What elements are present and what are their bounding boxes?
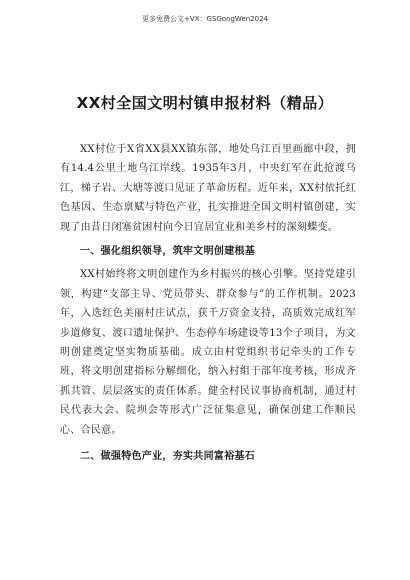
section-1-paragraph: XX村始终将文明创建作为乡村振兴的核心引擎。坚持党建引领，构建“支部主导、党员带头、群众参与”的工作机制。2023年，入选红色美丽村庄试点，获千万资金支持，高质效完成红军步道修复、渡口遗址保护、生态停车场建设等13个子项目，为文明创建奠定坚实物质基础。成立由村党组织书记牵头的工作专班，将文明创建指标分解细化，纳入村组干部年度考核，形成齐抓共管、层层落实的责任体系。健全村民议事协商机制，通过村民代表大会、院坝会等形式广泛征集意见，确保创建工作顺民心、合民意。 bbox=[60, 269, 356, 436]
document-body bbox=[60, 140, 356, 467]
intro-paragraph: XX村位于X省XX县XX镇东部，地处乌江百里画廊中段，拥有14.4公里土地乌江岸线。1935年3月，中央红军在此抢渡乌江，梯子岩、大塘等渡口见证了革命历程。近年来，XX村依托红色基因、生态禀赋与特色产业，扎实推进全国文明村镇创建，实现了由昔日闭塞贫困村向今日宜居宜业和美乡村的深刻蝶变。 bbox=[60, 144, 356, 233]
header-note: 更多免费公文+VX：GSGongWen2024 bbox=[142, 15, 268, 23]
document-title: XX村全国文明村镇申报材料（精品） bbox=[76, 94, 334, 112]
section-heading-1: 一、强化组织领导，筑牢文明创建根基 bbox=[80, 246, 256, 258]
section-heading-2: 二、做强特色产业，夯实共同富裕基石 bbox=[80, 451, 256, 463]
